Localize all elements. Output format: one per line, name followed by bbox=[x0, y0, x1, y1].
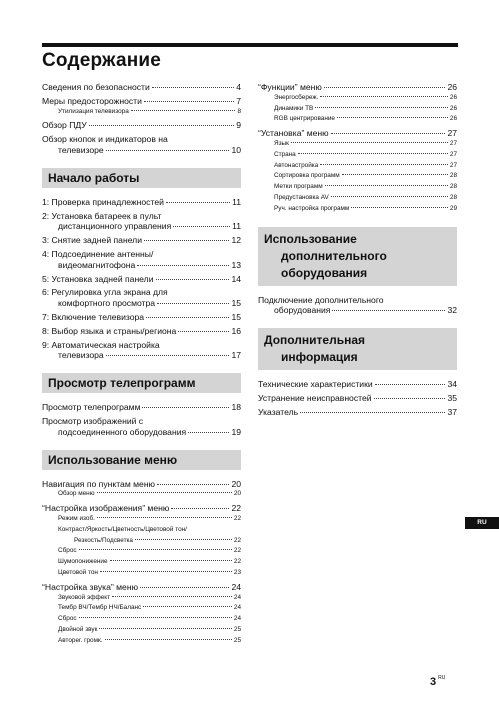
toc-entry[interactable] bbox=[42, 402, 241, 413]
toc-page-number: 22 bbox=[233, 514, 241, 522]
toc-entry[interactable] bbox=[42, 211, 241, 233]
toc-entry-text: Метки программ bbox=[274, 183, 323, 191]
toc-entry-text: Двойной звук bbox=[58, 625, 98, 633]
toc-entry-text: 9: Автоматическая настройка bbox=[42, 339, 160, 350]
toc-page-number: 17 bbox=[231, 350, 241, 361]
dot-leader bbox=[188, 432, 229, 433]
toc-entry-text: 3: Снятие задней панели bbox=[42, 235, 142, 246]
section-heading-line: Использование меню bbox=[48, 452, 178, 467]
toc-entry-text: Сведения по безопасности bbox=[42, 82, 150, 92]
section-heading bbox=[42, 168, 241, 188]
section-heading-line: оборудования bbox=[281, 265, 368, 280]
toc-page-number: 14 bbox=[231, 273, 241, 284]
toc-subentry[interactable] bbox=[42, 568, 241, 579]
toc-page-number: 8 bbox=[237, 107, 241, 115]
toc-page-number: 34 bbox=[447, 379, 457, 390]
toc-entry-text: “Настройка звука” меню bbox=[42, 581, 139, 592]
section-heading-line: дополнительного bbox=[281, 248, 387, 263]
toc-page-number: 23 bbox=[233, 568, 241, 576]
toc-entry-text: Режим изоб. bbox=[58, 514, 95, 522]
toc-page-number: 22 bbox=[231, 503, 241, 514]
toc-subentry[interactable] bbox=[42, 489, 241, 500]
dot-leader bbox=[291, 142, 448, 143]
toc-subentry[interactable] bbox=[42, 514, 241, 525]
dot-leader bbox=[324, 87, 446, 88]
toc-entry-text: Утилизация телевизора bbox=[58, 107, 129, 115]
dot-leader bbox=[110, 560, 232, 561]
toc-entry[interactable] bbox=[42, 120, 241, 131]
toc-entry[interactable] bbox=[258, 82, 457, 93]
toc-page-number: 26 bbox=[449, 93, 457, 101]
toc-entry-text: Просмотр телепрограмм bbox=[42, 402, 141, 413]
section-heading bbox=[42, 373, 241, 393]
toc-subentry[interactable] bbox=[258, 114, 457, 125]
toc-entry-text: 2: Установка батареек в пульт bbox=[42, 210, 162, 221]
toc-subentry[interactable] bbox=[42, 546, 241, 557]
dot-leader bbox=[97, 517, 232, 518]
toc-page-number: 19 bbox=[231, 426, 241, 437]
toc-entry-text: Автонастройка bbox=[274, 161, 319, 169]
toc-page-number: 11 bbox=[232, 196, 241, 207]
toc-page-number: 25 bbox=[233, 636, 241, 644]
toc-entry-text: Звуковой эффект bbox=[58, 593, 111, 601]
dot-leader bbox=[375, 384, 446, 385]
dot-leader bbox=[332, 310, 445, 311]
toc-subentry[interactable] bbox=[42, 614, 241, 625]
toc-page-number: 9 bbox=[236, 120, 241, 131]
toc-page-number: 15 bbox=[231, 311, 241, 322]
dot-leader bbox=[300, 412, 445, 413]
toc-page-number: 10 bbox=[231, 144, 241, 155]
toc-subentry[interactable] bbox=[42, 625, 241, 636]
toc-subentry[interactable] bbox=[42, 593, 241, 604]
dot-leader bbox=[320, 164, 448, 165]
toc-entry-text: Устранение неисправностей bbox=[258, 392, 372, 403]
toc-page-number: 26 bbox=[449, 115, 457, 123]
toc-entry[interactable] bbox=[258, 128, 457, 139]
title-rule bbox=[42, 43, 458, 47]
page-title: Содержание bbox=[42, 50, 162, 71]
dot-leader bbox=[342, 174, 448, 175]
dot-leader bbox=[173, 226, 230, 227]
toc-page-number: 35 bbox=[447, 392, 457, 403]
toc-page-number: 27 bbox=[447, 128, 457, 139]
dot-leader bbox=[137, 265, 229, 266]
section-heading-line: Просмотр телепрограмм bbox=[48, 376, 196, 391]
section-heading-line: Дополнительная bbox=[264, 333, 366, 348]
toc-entry-text: RGB центрирование bbox=[274, 115, 335, 123]
toc-entry[interactable] bbox=[42, 82, 241, 93]
dot-leader bbox=[298, 153, 448, 154]
toc-entry-text: Подключение дополнительного bbox=[258, 294, 384, 305]
toc-entry[interactable] bbox=[42, 479, 241, 490]
toc-entry[interactable] bbox=[42, 287, 241, 309]
toc-page-number: 22 bbox=[233, 536, 241, 544]
dot-leader bbox=[131, 110, 236, 111]
toc-page-number: 24 bbox=[231, 581, 241, 592]
toc-entry-text: телевизоре bbox=[58, 144, 104, 155]
toc-entry-text: Резкость/Подсветка bbox=[74, 536, 133, 544]
dot-leader bbox=[112, 596, 232, 597]
toc-page-number: 4 bbox=[236, 82, 241, 92]
toc-subentry[interactable] bbox=[258, 182, 457, 193]
toc-subentry[interactable] bbox=[42, 525, 241, 547]
toc-page-number: 37 bbox=[447, 406, 457, 417]
toc-page-number: 7 bbox=[236, 95, 241, 106]
dot-leader bbox=[142, 407, 229, 408]
toc-entry-text: 6: Регулировка угла экрана для bbox=[42, 287, 168, 298]
toc-entry[interactable] bbox=[42, 416, 241, 438]
toc-entry[interactable] bbox=[42, 503, 241, 514]
dot-leader bbox=[315, 107, 448, 108]
language-tab: RU bbox=[465, 517, 499, 529]
toc-entry-text: комфортного просмотра bbox=[58, 298, 156, 309]
dot-leader bbox=[157, 484, 229, 485]
toc-page-number: 22 bbox=[233, 558, 241, 566]
toc-entry[interactable] bbox=[258, 295, 457, 317]
toc-entry-text: Язык bbox=[274, 139, 289, 147]
toc-entry-text: Обзор кнопок и индикаторов на bbox=[42, 134, 168, 145]
dot-leader bbox=[331, 133, 446, 134]
toc-entry-text: “Настройка изображения” меню bbox=[42, 503, 170, 514]
toc-entry-text: Навигация по пунктам меню bbox=[42, 478, 156, 489]
toc-entry-text: дистанционного управления bbox=[58, 221, 172, 232]
toc-entry-text: Меры предосторожности bbox=[42, 95, 142, 106]
toc-entry-text: 4: Подсоединение антенны/ bbox=[42, 248, 154, 259]
toc-entry-text: Цветовой тон bbox=[58, 568, 98, 576]
toc-entry[interactable] bbox=[42, 582, 241, 593]
dot-leader bbox=[171, 508, 229, 509]
toc-page-number: 28 bbox=[449, 183, 457, 191]
toc-entry-text: Сброс bbox=[58, 615, 77, 623]
toc-entry-text: Авторег. громк. bbox=[58, 636, 103, 644]
toc-subentry[interactable] bbox=[258, 193, 457, 204]
dot-leader bbox=[106, 355, 230, 356]
page-number: 3 $^{RU}$ bbox=[430, 675, 446, 688]
toc-page-number: 24 bbox=[233, 615, 241, 623]
dot-leader bbox=[144, 101, 234, 102]
toc-entry[interactable] bbox=[42, 134, 241, 156]
toc-page-number: 22 bbox=[233, 547, 241, 555]
toc-entry-text: “Функции” меню bbox=[258, 82, 322, 92]
dot-leader bbox=[178, 331, 229, 332]
dot-leader bbox=[140, 587, 229, 588]
section-heading bbox=[258, 227, 457, 286]
dot-leader bbox=[146, 317, 229, 318]
toc-entry-text: Сортировка программ bbox=[274, 172, 340, 180]
toc-page-number: 28 bbox=[449, 172, 457, 180]
toc-page-number: 27 bbox=[449, 150, 457, 158]
toc-subentry[interactable] bbox=[258, 104, 457, 115]
toc-entry-text: Технические характеристики bbox=[258, 379, 373, 390]
toc-subentry[interactable] bbox=[42, 107, 241, 118]
toc-subentry[interactable] bbox=[258, 161, 457, 172]
toc-entry-text: Просмотр изображений с bbox=[42, 415, 144, 426]
dot-leader bbox=[325, 185, 448, 186]
dot-leader bbox=[143, 606, 232, 607]
dot-leader bbox=[157, 303, 229, 304]
dot-leader bbox=[135, 539, 232, 540]
toc-entry[interactable] bbox=[42, 326, 241, 337]
toc-subentry[interactable] bbox=[42, 557, 241, 568]
dot-leader bbox=[105, 639, 232, 640]
toc-subentry[interactable] bbox=[258, 204, 457, 215]
toc-page-number: 29 bbox=[449, 204, 457, 212]
toc-subentry[interactable] bbox=[258, 93, 457, 104]
toc-entry-text: телевизора bbox=[58, 350, 104, 361]
toc-entry-text: 1: Проверка принадлежностей bbox=[42, 196, 164, 207]
toc-page-number: 16 bbox=[231, 325, 241, 336]
toc-entry[interactable] bbox=[258, 379, 457, 390]
toc-page-number: 28 bbox=[449, 193, 457, 201]
toc-entry[interactable] bbox=[42, 274, 241, 285]
toc-subentry[interactable] bbox=[258, 139, 457, 150]
section-heading bbox=[258, 328, 457, 370]
dot-leader bbox=[351, 207, 448, 208]
toc-entry-text: видеомагнитофона bbox=[58, 259, 136, 270]
toc-entry-text: Предустановка AV bbox=[274, 193, 329, 201]
dot-leader bbox=[156, 279, 230, 280]
toc-entry[interactable] bbox=[42, 249, 241, 271]
toc-right-column bbox=[258, 82, 457, 418]
dot-leader bbox=[106, 150, 230, 151]
dot-leader bbox=[89, 125, 234, 126]
toc-entry-text: оборудования bbox=[274, 305, 331, 316]
dot-leader bbox=[152, 87, 234, 88]
toc-page-number: 11 bbox=[232, 221, 241, 232]
toc-entry-text: Энергосбереж. bbox=[274, 93, 319, 101]
toc-entry[interactable] bbox=[258, 407, 457, 418]
dot-leader bbox=[144, 240, 229, 241]
toc-entry[interactable] bbox=[42, 96, 241, 107]
toc-entry-text: Сброс bbox=[58, 547, 77, 555]
page-number-suffix: RU bbox=[438, 675, 446, 681]
toc-page-number: 27 bbox=[449, 161, 457, 169]
toc-entry[interactable] bbox=[42, 235, 241, 246]
toc-subentry[interactable] bbox=[42, 603, 241, 614]
dot-leader bbox=[320, 96, 447, 97]
toc-entry-text: Руч. настройка программ bbox=[274, 204, 350, 212]
section-heading-line: информация bbox=[281, 350, 358, 365]
dot-leader bbox=[79, 617, 232, 618]
toc-subentry[interactable] bbox=[258, 150, 457, 161]
toc-page-number: 26 bbox=[447, 82, 457, 92]
toc-page-number: 24 bbox=[233, 593, 241, 601]
dot-leader bbox=[331, 196, 448, 197]
toc-left-column bbox=[42, 82, 241, 646]
toc-entry-text: подсоединенного оборудования bbox=[58, 426, 187, 437]
section-heading-line: Использование bbox=[264, 231, 357, 246]
toc-entry-text: Контраст/Яркость/Цветность/Цветовой тон/ bbox=[58, 525, 187, 533]
toc-entry-text: 7: Включение телевизора bbox=[42, 311, 145, 322]
toc-page-number: 26 bbox=[449, 104, 457, 112]
toc-entry-text: 8: Выбор языка и страны/региона bbox=[42, 325, 177, 336]
dot-leader bbox=[374, 398, 446, 399]
dot-leader bbox=[97, 492, 232, 493]
dot-leader bbox=[100, 571, 232, 572]
toc-entry[interactable] bbox=[42, 312, 241, 323]
toc-entry-text: Обзор ПДУ bbox=[42, 120, 87, 131]
dot-leader bbox=[79, 549, 232, 550]
toc-page-number: 13 bbox=[231, 259, 241, 270]
dot-leader bbox=[337, 117, 448, 118]
toc-entry-text: Указатель bbox=[258, 406, 299, 417]
toc-subentry[interactable] bbox=[258, 171, 457, 182]
toc-page-number: 20 bbox=[233, 490, 241, 498]
toc-entry-text: Шумопонижение bbox=[58, 558, 108, 566]
toc-entry-text: Страна bbox=[274, 150, 296, 158]
toc-entry-text: Обзор меню bbox=[58, 490, 95, 498]
toc-page-number: 15 bbox=[231, 298, 241, 309]
toc-subentry[interactable] bbox=[42, 636, 241, 647]
toc-entry-text: Динамики ТВ bbox=[274, 104, 314, 112]
toc-entry-text: Тембр ВЧ/Тембр НЧ/Баланс bbox=[58, 604, 142, 612]
toc-page-number: 20 bbox=[231, 478, 241, 489]
dot-leader bbox=[99, 628, 232, 629]
toc-entry-text: 5: Установка задней панели bbox=[42, 273, 154, 284]
section-heading bbox=[42, 450, 241, 470]
toc-page-number: 12 bbox=[231, 235, 241, 246]
toc-entry[interactable] bbox=[42, 340, 241, 362]
toc-page-number: 18 bbox=[231, 402, 241, 413]
toc-page-number: 27 bbox=[449, 139, 457, 147]
section-heading-line: Начало работы bbox=[48, 170, 140, 185]
dot-leader bbox=[166, 202, 230, 203]
toc-entry[interactable] bbox=[258, 393, 457, 404]
toc-entry-text: “Установка” меню bbox=[258, 128, 329, 139]
toc-page-number: 25 bbox=[233, 625, 241, 633]
toc-page-number: 32 bbox=[447, 305, 457, 316]
toc-page-number: 24 bbox=[233, 604, 241, 612]
toc-entry[interactable] bbox=[42, 197, 241, 208]
